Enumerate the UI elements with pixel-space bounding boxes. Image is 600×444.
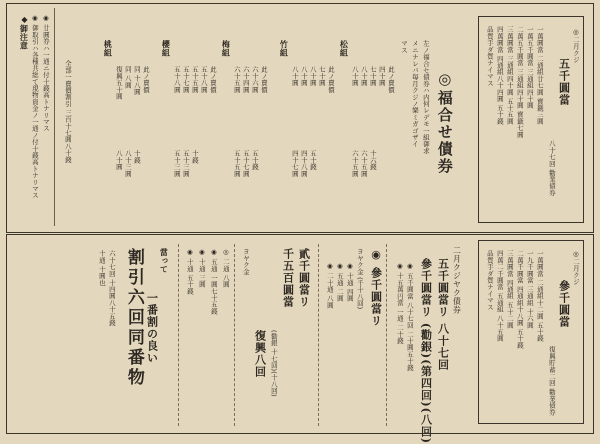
- bottom-right-row: 二萬千圓當 四通組十八圓 五十錢: [515, 250, 524, 349]
- side-box-note: 品質手ダ質ナイマス: [485, 26, 494, 87]
- group-line: 十六錢: [368, 150, 377, 171]
- bottom-right-prefix: ◎二月クジ: [571, 250, 580, 285]
- side-box-subtitle: 八十七回 勸業債券: [547, 140, 556, 196]
- group-line: 此ノ賣價: [386, 66, 395, 93]
- col-e-lead: 一番割の良い: [145, 292, 159, 364]
- intro-line-2: メニナレバ毎月クジノ樂ミガゴザイ: [410, 40, 419, 148]
- divider: [386, 244, 387, 426]
- group-line: 四十八圓: [299, 150, 308, 177]
- group-line: 八十三圓: [123, 150, 132, 177]
- col-a-line: 參千圓當リ (勸銀)(第四回)(八回): [419, 258, 433, 444]
- col-a-line: 五千圓當リ 八十七回: [436, 258, 450, 371]
- group-line: 復興五十圓: [114, 66, 123, 100]
- group-line: 五十五圓: [190, 66, 199, 93]
- group-line: 六十五圓: [350, 150, 359, 177]
- col-c-sub: (勸銀 十七回)(十八回): [269, 330, 278, 397]
- group-line: 五十七圓: [241, 150, 250, 177]
- col-c-sub: ヨヤク金: [241, 248, 250, 275]
- side-box-row: 三萬圓當 三通組四十圓 五十五圓: [505, 26, 514, 125]
- col-d-line: ◉ 十通 五十錢: [185, 248, 194, 295]
- group-name: 松組: [339, 40, 350, 57]
- bottom-right-subtitle: 復興貯蓄二回 勸業債券: [547, 346, 556, 416]
- group-line: 六十五圓: [359, 150, 368, 177]
- side-box-row: 二萬五千圓當 三通組四十圓 寶籤七圓: [515, 26, 524, 138]
- group-line: 八十圓: [299, 66, 308, 87]
- group-line: 十錢: [190, 150, 199, 164]
- headline: ◎福合せ債券: [435, 70, 454, 175]
- side-box-row: 一萬五千圓當 三通組四十圓: [525, 26, 534, 109]
- group-line: 六十四圓: [241, 66, 250, 93]
- group-total: 全部一賣價割引 三百十七圓八十錢: [63, 60, 72, 163]
- group-line: 五十八圓: [172, 66, 181, 93]
- col-e-headline: 割引六回同番物: [123, 248, 144, 388]
- group-name: 梅組: [221, 40, 232, 57]
- side-box-row: 四萬圓當 四通組八十四圓 五十錢: [495, 26, 504, 125]
- divider: [178, 244, 179, 426]
- col-a-heading: 二月クジヤク債券: [452, 246, 462, 314]
- group-line: 五十五圓: [232, 150, 241, 177]
- group-line: 此ノ賣價: [326, 66, 335, 93]
- side-box-title: 五千圓當: [557, 58, 571, 106]
- group-line: 八十圓: [114, 150, 123, 171]
- group-line: 六十六圓: [250, 66, 259, 93]
- col-a-line: ◉ 十五萬円當 一通 二十錢: [395, 262, 404, 344]
- group-line: 五十三圓: [181, 150, 190, 177]
- bottom-right-title: 參千圓當: [557, 280, 571, 328]
- col-b-line: ヨヤク金 (千十八回): [355, 248, 364, 310]
- group-line: 六十五圓: [232, 66, 241, 93]
- bottom-right-row: 三萬圓當 四通組 五十二圓: [505, 250, 514, 329]
- divider: [318, 244, 319, 426]
- group-name: 櫻組: [161, 40, 172, 57]
- col-c-title: 貳千圓當リ: [297, 248, 311, 308]
- group-line: 七十圓: [368, 66, 377, 87]
- divider: [234, 244, 235, 426]
- intro-line-1: 左ノ福合セ債券ハ内何レデモ一組御求: [421, 40, 430, 154]
- group-line: 五十錢: [308, 150, 317, 171]
- group-line: 十錢: [132, 150, 141, 164]
- bottom-right-note: 品質手ダ質ナイマス: [485, 250, 494, 311]
- col-e-line: 六十七回 十四圓八十五錢: [107, 250, 116, 326]
- group-line: 五十三圓: [172, 150, 181, 177]
- bottom-right-row: 一九千圓當 三通組 十六圓: [525, 250, 534, 329]
- col-c-title: 復興八回: [253, 330, 267, 378]
- group-line: 四十圓: [377, 66, 386, 87]
- order-note-2: ◉ 廿圓券ハ一通ニ付十錢高トナリマス: [41, 14, 50, 132]
- order-note-1: ◉ 御取引ハ各種共総て現物資金ノ一通ノ付十錢高トナリマス: [30, 14, 39, 199]
- divider: [54, 8, 55, 226]
- group-line: 八十圓: [359, 66, 368, 87]
- col-b-line: ◉ 二十通 八圓: [325, 262, 334, 309]
- group-line: 五十七圓: [181, 66, 190, 93]
- col-d-line: ◉ 五通 一圓七十五錢: [209, 248, 218, 315]
- col-b-line: ◉ 五通 二圓: [335, 262, 344, 302]
- group-line: 同 八圓: [123, 66, 132, 89]
- group-line: 此ノ賣價: [208, 66, 217, 93]
- group-line: 五十錢: [250, 150, 259, 171]
- col-d-line: ◎ 二通 八圓: [221, 248, 230, 288]
- group-line: 此ノ賣價: [259, 66, 268, 93]
- side-box-row: 一萬圓當 二通組廿七圓 寶籤三圓: [535, 26, 544, 125]
- group-line: 同 十八圓: [132, 66, 141, 96]
- col-a-line: ◉ 五千圓當 八十七回 二十圓五十錢: [405, 262, 414, 371]
- intro-line-3: マス: [399, 40, 408, 54]
- group-name: 桃組: [103, 40, 114, 57]
- side-box-prefix: ◎二月クジ: [571, 28, 580, 63]
- group-line: 五十八圓: [199, 66, 208, 93]
- group-line: 八十圓: [308, 66, 317, 87]
- group-line: 八十圓: [350, 66, 359, 87]
- bottom-right-row: 一萬圓當 二通組十二圓 五十錢: [535, 250, 544, 342]
- group-line: 八十圓: [290, 66, 299, 87]
- order-title: ◆御注意: [19, 14, 30, 50]
- group-line: 此ノ賣價: [141, 66, 150, 93]
- col-e-line: 十通 十圓也: [97, 250, 106, 286]
- bottom-right-row: 四萬二千圓當 五通組 八十五圓: [495, 250, 504, 342]
- group-line: 七十圓: [317, 66, 326, 87]
- group-name: 竹組: [279, 40, 290, 57]
- col-c-title: 千五百圓當: [281, 248, 295, 308]
- col-b-line: ◉ 十通 四圓: [345, 262, 354, 302]
- col-d-line: ◉ 十通 三圓: [197, 248, 206, 288]
- col-e-lead: 當って: [159, 248, 170, 274]
- col-b-title: ◉ 參千圓當リ: [369, 248, 383, 327]
- group-line: 四十七圓: [290, 150, 299, 177]
